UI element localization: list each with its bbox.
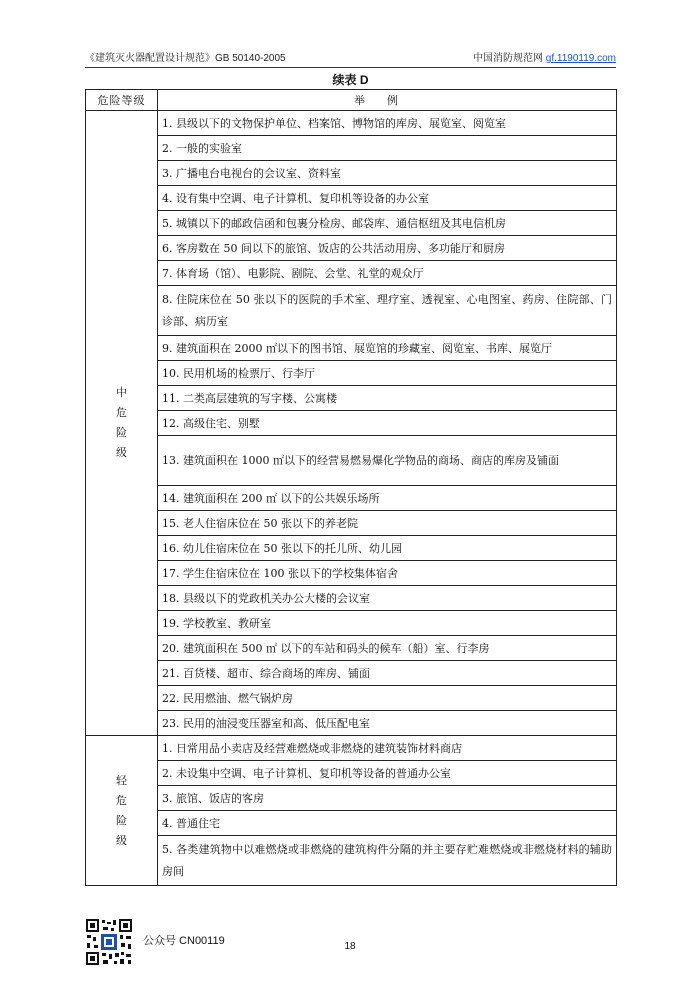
table-title: 续表 D — [332, 73, 369, 87]
header-divider — [85, 67, 616, 68]
example-cell: 15. 老人住宿床位在 50 张以下的养老院 — [158, 511, 617, 536]
site-info — [473, 51, 616, 67]
example-cell: 7. 体育场（馆）、电影院、剧院、会堂、礼堂的观众厅 — [158, 261, 617, 286]
table-row — [86, 836, 617, 886]
table-row — [86, 161, 617, 186]
example-cell: 21. 百货楼、超市、综合商场的库房、铺面 — [158, 661, 617, 686]
example-cell: 19. 学校教室、教研室 — [158, 611, 617, 636]
hazard-level-cell — [86, 111, 158, 736]
example-cell: 13. 建筑面积在 1000 ㎡以下的经营易燃易爆化学物品的商场、商店的库房及铺面 — [158, 436, 617, 486]
table-row — [86, 336, 617, 361]
table-row — [86, 786, 617, 811]
table-row — [86, 261, 617, 286]
example-cell: 6. 客房数在 50 间以下的旅馆、饭店的公共活动用房、多功能厅和厨房 — [158, 236, 617, 261]
table-row — [86, 736, 617, 761]
table-row — [86, 561, 617, 586]
example-cell: 4. 设有集中空调、电子计算机、复印机等设备的办公室 — [158, 186, 617, 211]
table-header-row — [86, 90, 617, 111]
example-cell: 1. 日常用品小卖店及经营难燃烧或非燃烧的建筑装饰材料商店 — [158, 736, 617, 761]
page-header — [85, 51, 616, 67]
table-row — [86, 386, 617, 411]
example-cell: 9. 建筑面积在 2000 ㎡以下的图书馆、展览馆的珍藏室、阅览室、书库、展览厅 — [158, 336, 617, 361]
table-row — [86, 111, 617, 136]
example-cell: 23. 民用的油浸变压器室和高、低压配电室 — [158, 711, 617, 736]
example-cell: 3. 旅馆、饭店的客房 — [158, 786, 617, 811]
table-row — [86, 811, 617, 836]
table-row — [86, 486, 617, 511]
hazard-level-table — [85, 89, 617, 886]
example-cell: 11. 二类高层建筑的写字楼、公寓楼 — [158, 386, 617, 411]
table-row — [86, 361, 617, 386]
table-row — [86, 286, 617, 336]
table-row — [86, 136, 617, 161]
wechat-account-label: 公众号 CN00119 — [143, 935, 225, 947]
table-row — [86, 211, 617, 236]
table-row — [86, 711, 617, 736]
example-cell: 14. 建筑面积在 200 ㎡ 以下的公共娱乐场所 — [158, 486, 617, 511]
example-cell: 10. 民用机场的检票厅、行李厅 — [158, 361, 617, 386]
qr-code — [85, 918, 133, 966]
hazard-level-cell — [86, 736, 158, 886]
hazard-level-label: 轻危险级 — [116, 773, 127, 847]
example-cell: 5. 城镇以下的邮政信函和包裹分检房、邮袋库、通信枢纽及其电信机房 — [158, 211, 617, 236]
example-cell: 5. 各类建筑物中以难燃烧或非燃烧的建筑构件分隔的并主要存贮难燃烧或非燃烧材料的辅助房间 — [158, 836, 617, 886]
table-row — [86, 586, 617, 611]
example-cell: 3. 广播电台电视台的会议室、资料室 — [158, 161, 617, 186]
hazard-level-label: 中危险级 — [116, 386, 127, 459]
table-row — [86, 636, 617, 661]
page-number: 18 — [344, 941, 356, 952]
table-row — [86, 511, 617, 536]
table-row — [86, 761, 617, 786]
example-cell: 17. 学生住宿床位在 100 张以下的学校集体宿舍 — [158, 561, 617, 586]
example-cell: 18. 县级以下的党政机关办公大楼的会议室 — [158, 586, 617, 611]
table-row — [86, 411, 617, 436]
example-cell: 1. 县级以下的文物保护单位、档案馆、博物馆的库房、展览室、阅览室 — [158, 111, 617, 136]
table-body — [86, 111, 617, 886]
example-cell: 20. 建筑面积在 500 ㎡ 以下的车站和码头的候车（船）室、行李房 — [158, 636, 617, 661]
document-title: 《建筑灭火器配置设计规范》GB 50140-2005 — [85, 53, 286, 64]
example-cell: 2. 未设集中空调、电子计算机、复印机等设备的普通办公室 — [158, 761, 617, 786]
example-cell: 16. 幼儿住宿床位在 50 张以下的托儿所、幼儿园 — [158, 536, 617, 561]
table-row — [86, 611, 617, 636]
table-row — [86, 236, 617, 261]
example-cell: 8. 住院床位在 50 张以下的医院的手术室、理疗室、透视室、心电图室、药房、住院部、门诊部、病历室 — [158, 286, 617, 336]
example-cell: 12. 高级住宅、别墅 — [158, 411, 617, 436]
example-cell: 2. 一般的实验室 — [158, 136, 617, 161]
table-row — [86, 186, 617, 211]
table-row — [86, 536, 617, 561]
table-row — [86, 661, 617, 686]
site-name: 中国消防规范网 — [472, 53, 543, 64]
example-cell: 22. 民用燃油、燃气锅炉房 — [158, 686, 617, 711]
table-row — [86, 686, 617, 711]
column-header-examples: 举例 — [158, 90, 617, 111]
column-header-hazard-level: 危险等级 — [86, 90, 158, 111]
site-link[interactable]: gf.1190119.com — [545, 53, 616, 64]
example-cell: 4. 普通住宅 — [158, 811, 617, 836]
table-row — [86, 436, 617, 486]
